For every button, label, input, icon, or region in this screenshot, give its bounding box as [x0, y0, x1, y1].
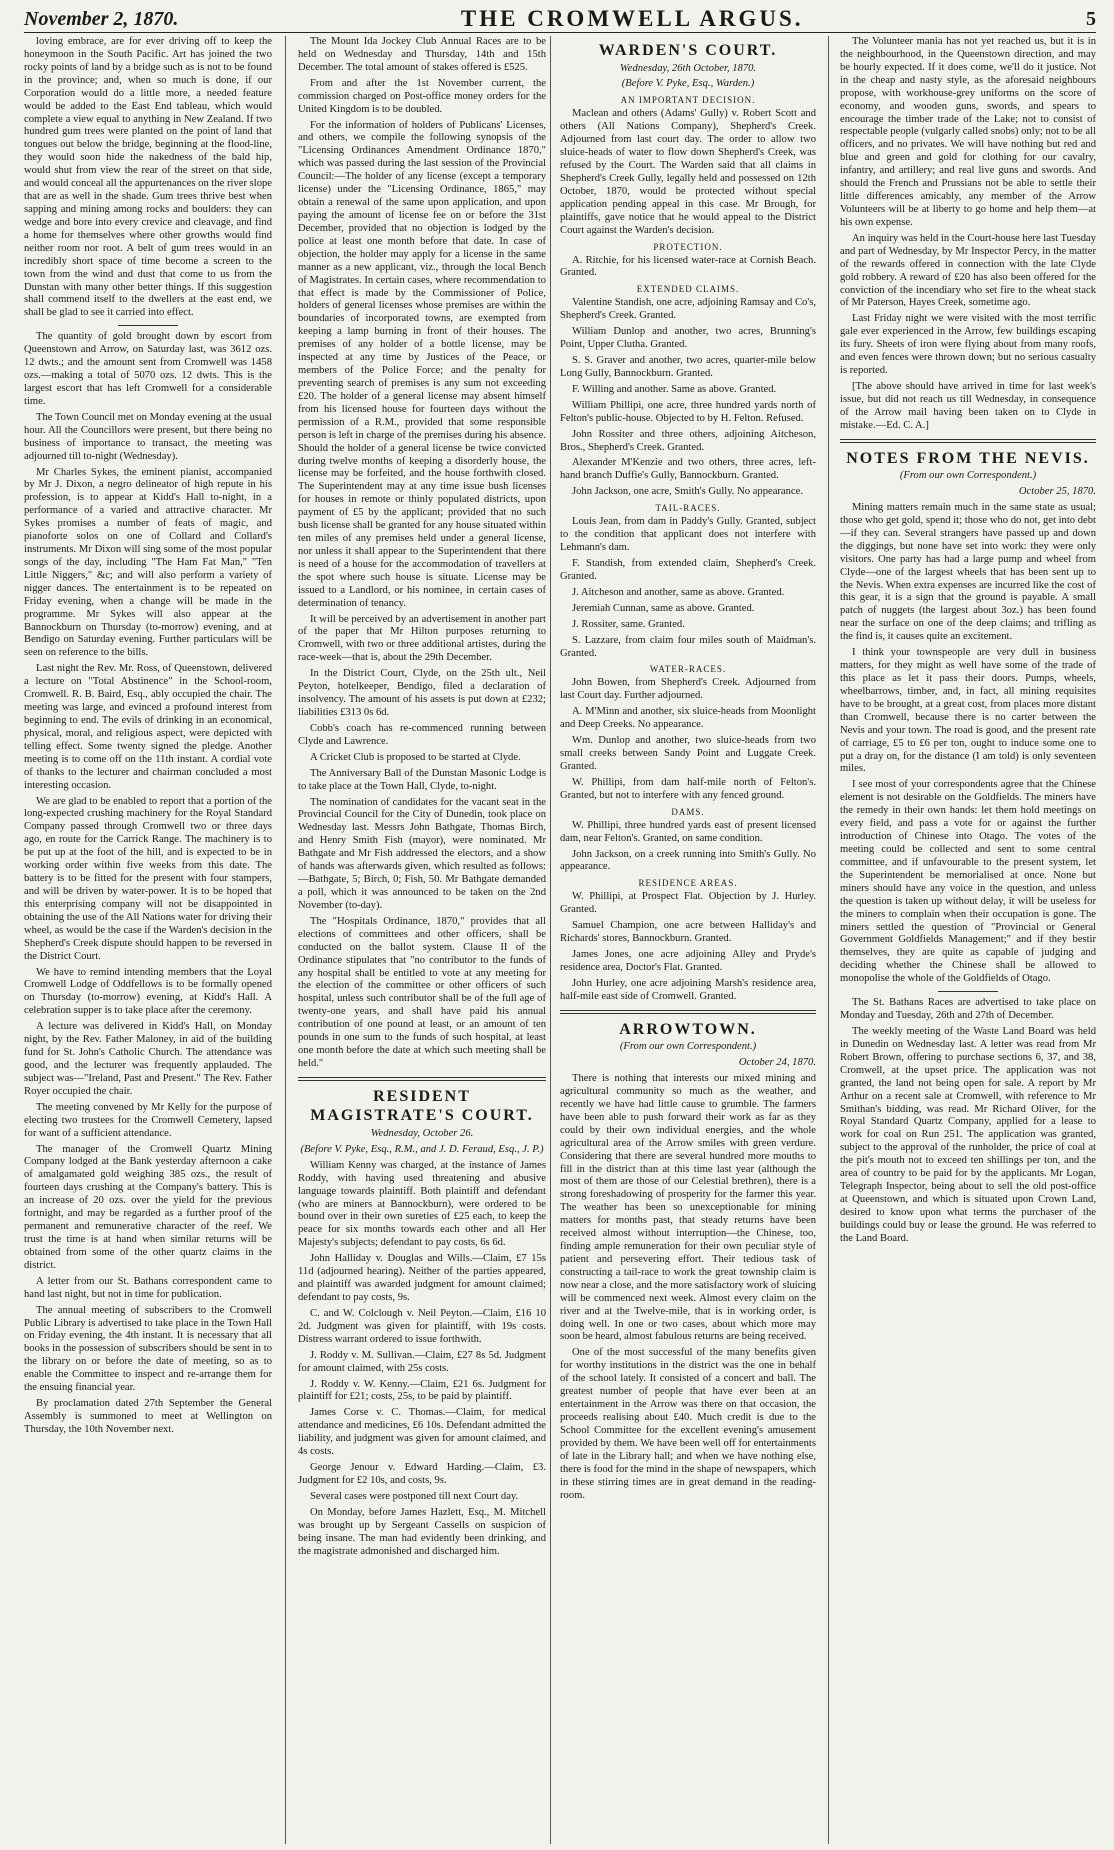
- column-rule: [828, 36, 829, 1844]
- news-item: Mr Charles Sykes, the eminent pianist, accompanied by Mr J. Dixon, a negro delineator of high repute in his profession, is to appear at Kidd's Hall to-night, in a performance of a varied and attractive character. Mr Sykes promises a number of feats of magic, and pianoforte solos on one of Collard and Collard's instruments. Mr Dixon will sing some of the most popular songs of the day, including "The Ham Fat Man," "Ten Little Niggers," &c; and will also perform a variety of nigger dances. The entertainment is to be repeated on Friday evening, when a change will be made in the programme. Mr Sykes will also appear at the Bannockburn on Thursday (to-morrow) evening, and at Bendigo on Saturday evening. Further particulars will be seen on reference to the bills.: [24, 466, 272, 659]
- issue-date: November 2, 1870.: [24, 7, 179, 30]
- news-item: We have to remind intending members that the Loyal Cromwell Lodge of Oddfellows is to be formally opened on Thursday (to-morrow) evening, at Kidd's Hall. A celebration supper is to take place after the ceremony.: [24, 966, 272, 1017]
- claim-entry: F. Willing and another. Same as above. Granted.: [572, 383, 777, 395]
- section-byline: (From our own Correspondent.): [619, 1041, 757, 1053]
- claim-entry: S. Lazzare, from claim four miles south of Maidman's. Granted.: [560, 634, 816, 659]
- section-date: October 25, 1870.: [1018, 486, 1096, 498]
- court-case: James Corse v. C. Thomas.—Claim, for medical attendance and medicines, £6 10s. Defendant admitted the liability, and judgment was given for amount claimed, and 4s costs.: [298, 1407, 546, 1458]
- news-item: [The above should have arrived in time for last week's issue, but did not reach us till Wednesday, in consequence of the Arrow mail having been taken on to Clyde in mistake.—Ed. C. A.]: [840, 380, 1096, 431]
- subheading: EXTENDED CLAIMS.: [636, 284, 740, 295]
- claim-entry: John Rossiter and three others, adjoining Aitcheson, Bros., Shepherd's Creek. Granted.: [560, 428, 816, 453]
- claim-entry: J. Aitcheson and another, same as above. Granted.: [572, 586, 785, 598]
- section-title: RESIDENT MAGISTRATE'S COURT.: [310, 1087, 534, 1125]
- subheading: WATER-RACES.: [649, 664, 727, 675]
- section-before: (Before V. Pyke, Esq., Warden.): [621, 78, 755, 90]
- claim-entry: J. Rossiter, same. Granted.: [572, 618, 685, 630]
- claim-entry: F. Standish, from extended claim, Shepherd's Creek. Granted.: [560, 557, 816, 582]
- subheading: DAMS.: [671, 806, 705, 817]
- news-item: The nomination of candidates for the vacant seat in the Provincial Council for the City of Dunedin, took place on Wednesday last. Messrs John Bathgate, Thomas Birch, and Henry Smith Fish (mayor), were nominated. Mr Bathgate and Mr Fish addressed the electors, and a show of hands was afterwards given, which resulted as follows:—Bathgate, 5; Birch, 0; Fish, 50. Mr Bathgate demanded a poll, which it was announced to be taken on the 2nd November (to-day).: [298, 796, 546, 911]
- court-case: William Kenny was charged, at the instance of James Roddy, with having used threatening and abusive language towards plaintiff. Both plaintiff and defendant (who are miners at Bannockburn), were ordered to be bound over in their own sureties of £25 each, to keep the peace for six months towards each other and all Her Majesty's subjects; defendant to pay costs, 6s 6d.: [298, 1159, 546, 1249]
- court-case: George Jenour v. Edward Harding.—Claim, £3. Judgment for £2 10s, and costs, 9s.: [298, 1462, 546, 1486]
- claim-entry: A. Ritchie, for his licensed water-race at Cornish Beach. Granted.: [560, 254, 816, 279]
- news-item: The annual meeting of subscribers to the Cromwell Public Library is advertised to take place in the Town Hall on Friday evening, the 4th instant. It is necessary that all books in the possession of subscribers should be sent in to the library on or before the date of meeting, so as to enable the Committee to inspect and re-arrange them for the ensuing financial year.: [24, 1304, 272, 1394]
- claim-entry: Samuel Champion, one acre between Halliday's and Richards' stores, Bannockburn. Granted.: [560, 920, 816, 945]
- claim-entry: William Dunlop and another, two acres, Brunning's Point, Upper Clutha. Granted.: [560, 326, 816, 351]
- claim-entry: William Phillipi, one acre, three hundred yards north of Felton's public-house. Objected to by H. Felton. Refused.: [560, 399, 816, 424]
- claim-entry: John Jackson, one acre, Smith's Gully. No appearance.: [572, 486, 803, 498]
- news-item: loving embrace, are for ever driving off to keep the honeymoon in the South Pacific. Art has joined the two rocky points of land by a bridge such as is not to be found in the province; and, when so much is done, if our Corporation would do a little more, a needed feature would be added to the East End tableau, which would complete a view equal to anything in New Zealand. If two hundred gum trees were planted on the point of land that tongues out below the bridge, beginning at the flood-line, they would soon hide the nakedness of the bald hip, would shut from view the rear of the street on that side, and would conceal all the appurtenances on the river slope that are as well in the shade. Gum trees thrive best when sapping and mining among rocks and boulders: they can wedge and bore into every crevice and cleavage, and find a home for themselves where other growths would find neither room nor root. A belt of gum trees would in an incredibly short space of time become a screen to the town from the wind and dust that come to us from the Dunstan with many other better things. If this suggestion shall commend itself to the dwellers at the east end, we shall be glad to see it carried into effect.: [24, 36, 272, 319]
- news-item: Last Friday night we were visited with the most terrific gale ever experienced in the Arrow, few buildings escaping its fury. Sheets of iron were flying about from many roofs, and even fences were thrown down; but no serious casualty is reported.: [840, 313, 1096, 377]
- news-item: The Town Council met on Monday evening at the usual hour. All the Councillors were present, but there being no business of importance to transact, the meeting was adjourned till to-night (Wednesday).: [24, 411, 272, 462]
- news-item: In the District Court, Clyde, on the 25th ult., Neil Peyton, hotelkeeper, Bendigo, filed a declaration of insolvency. The amount of his assets is put down at £232; liabilities £313 0s 6d.: [298, 668, 546, 719]
- court-case: J. Roddy v. M. Sullivan.—Claim, £27 8s 5d. Judgment for amount claimed, with 25s costs.: [298, 1349, 546, 1374]
- masthead: [24, 6, 1096, 33]
- news-item: We are glad to be enabled to report that a portion of the long-expected crushing machinery for the Royal Standard Company passed through Cromwell two or three days ago, en route for the Carrick Range. The machinery is to be put up at the foot of the hill, and is expected to be in working order within five weeks from this date. The battery is to be fitted for the present with four stampers, and will be driven by water-power. It is to be hoped that this enterprising company will not be disappointed in obtaining the use of the All Nations water for driving their wheel, as would be the case if the Warden's decision in the Shepherd's Creek dispute should happen to be reversed in the District Court.: [24, 795, 272, 962]
- news-item: The manager of the Cromwell Quartz Mining Company lodged at the Bank yesterday afternoon a cake of amalgamated gold weighing 385 ozs., the result of fourteen days crushing at the Company's battery. This is an increase of 20 ozs. over the yield for the previous fortnight, and may be regarded as a further proof of the permanent and remunerative character of the reef. We trust the time is at hand when similar returns will be obtained from some of the other quartz claims in the district.: [24, 1143, 272, 1271]
- separator-rule: [938, 991, 998, 992]
- court-case: On Monday, before James Hazlett, Esq., M. Mitchell was brought up by Sergeant Cassells on suspicion of being insane. The man had evidently been drinking, and the magistrate admonished and discharged him.: [298, 1506, 546, 1557]
- news-item: A lecture was delivered in Kidd's Hall, on Monday night, by the Rev. Father Maloney, in aid of the building fund for St. John's Catholic Church. The attendance was good, and the lecturer was frequently applauded. The subject was—"Ireland, Past and Present." The Rev. Father Royer occupied the chair.: [24, 1021, 272, 1097]
- news-item: The meeting convened by Mr Kelly for the purpose of electing two trustees for the Cromwell Cemetery, lapsed for want of a sufficient attendance.: [24, 1101, 272, 1139]
- section-title: NOTES FROM THE NEVIS.: [846, 449, 1090, 467]
- section-date: October 24, 1870.: [738, 1057, 816, 1069]
- separator-rule: [118, 325, 178, 326]
- news-item: From and after the 1st November current, the commission charged on Post-office money orders for the United Kingdom is to be doubled.: [298, 77, 546, 115]
- news-item: An inquiry was held in the Court-house here last Tuesday and part of Wednesday, by Mr Inspector Percy, in the matter of the rewards offered in connection with the late Clyde gold robbery. A reward of £20 has also been offered for the conviction of the incendiary who set fire to the wheat stack of Mr Paterson, Hayes Creek, sometime ago.: [840, 232, 1096, 309]
- column-2: [298, 36, 546, 1844]
- claim-entry: S. S. Graver and another, two acres, quarter-mile below Long Gully, Bannockburn. Granted.: [560, 355, 816, 379]
- subheading: RESIDENCE AREAS.: [638, 878, 738, 889]
- section-rule: [298, 1077, 546, 1081]
- section-before: (Before V. Pyke, Esq., R.M., and J. D. Feraud, Esq., J. P.): [300, 1143, 544, 1155]
- section-date: Wednesday, 26th October, 1870.: [619, 62, 757, 74]
- news-item: The Mount Ida Jockey Club Annual Races are to be held on Wednesday and Thursday, 14th and 15th December. The total amount of stakes offered is £525.: [298, 36, 546, 73]
- news-item: One of the most successful of the many benefits given for worthy institutions in the district was the one in behalf of the school lately. It consisted of a concert and ball. The greatest number of people that have ever been at an entertainment in the Arrow was there on that occasion, the proceeds realising about £40. Much credit is due to the School Committee for the excellent evening's amusement provided by them. We have been well off for entertainments of late in the Library hall; and when we have nothing else, there is food for the mind in the shape of newspapers, which in these stirring times are in great demand in the reading-room.: [560, 1347, 816, 1501]
- page-number: 5: [1086, 7, 1096, 30]
- column-1: [24, 36, 272, 1844]
- claim-entry: John Hurley, one acre adjoining Marsh's residence area, half-mile east side of Cromwell. Granted.: [560, 977, 816, 1002]
- claim-entry: John Jackson, on a creek running into Smith's Gully. No appearance.: [560, 848, 816, 873]
- claim-entry: W. Phillipi, from dam half-mile north of Felton's. Granted, but not to interfere with any fenced ground.: [560, 776, 816, 801]
- news-item: The St. Bathans Races are advertised to take place on Monday and Tuesday, 26th and 27th of December.: [840, 997, 1096, 1022]
- court-case: C. and W. Colclough v. Neil Peyton.—Claim, £16 10 2d. Judgment was given for plaintiff, with 19s costs. Distress warrant ordered to issue forthwith.: [298, 1307, 546, 1345]
- claim-entry: W. Phillipi, at Prospect Flat. Objection by J. Hurley. Granted.: [560, 891, 816, 916]
- news-item: By proclamation dated 27th September the General Assembly is summoned to meet at Wellington on Thursday, the 10th November next.: [24, 1398, 272, 1435]
- news-item: Mining matters remain much in the same state as usual; those who get gold, spend it; those who do not, get into debt—if they can. Several strangers have passed up and down the diggings, but none have set into work: they were only visitors. One party has had a large pump and wheel from Clyde—one of the largest wheels that has been sent up to the Nevis. When extra expenses are incurred like the cost of this gear, it is a sign that the ground is payable. A small patch of nuggets (the largest about 3oz.) has been found near the surface on one of the deep claims; and trifling as the find is, it causes quite an excitement.: [840, 502, 1096, 643]
- news-item: The Volunteer mania has not yet reached us, but it is in the neighbourhood, in the Queenstown direction, and may be hourly expected. If it does come, we'll do it justice. Not in the cheap and nasty style, as the aforesaid neighbours propose, with workhouse-grey uniforms on the score of economy, and wooden guns, swords, and spears to encourage the timber trade of the Lake; not to consist of respectable people (vulgarly called snobs) only; not to be all officers, and no privates. We will have nothing but red and blue and green and gold for clothing for our cavalry, infantry, and artillery; and real live guns and swords. And should the French and Prussians not be able to settle their little differences amicably, any member of the Arrow Volunteers will be at liberty to go home and help them—at his own expense.: [840, 36, 1096, 228]
- claim-entry: James Jones, one acre adjoining Alley and Pryde's residence area, Doctor's Flat. Granted.: [560, 949, 816, 973]
- news-item: It will be perceived by an advertisement in another part of the paper that Mr Hilton purposes returning to Cromwell, with two or three additional artistes, during the race-week—that is, about the 29th December.: [298, 613, 546, 664]
- section-title: WARDEN'S COURT.: [598, 42, 778, 59]
- news-item: I think your townspeople are very dull in business matters, for they might as well have some of the trade of this place as let it pass their doors. Pumps, wheels, wheelbarrows, timber, and, in fact, all mining requisites have to be brought, at a great cost, from places more distant than Cromwell, because there is no carter between the Nevis and your town. The road is good, and the present rate of carriage, £5 to £6 per ton, ought to induce some one to put a dray on, for the distance (I am told) is only seventeen miles.: [840, 647, 1096, 775]
- news-item: Last night the Rev. Mr. Ross, of Queenstown, delivered a lecture on "Total Abstinence" in the School-room, Cromwell. R. B. Baird, Esq., ably occupied the chair. The meeting was large, and evinced a profound interest from beginning to end. The evils of drinking in an economical, physical, moral, and religious aspect, were depicted with telling effect. Some twenty signed the pledge. Another meeting is to come off on the 11th instant. A cordial vote of thanks to the lecturer and chairman concluded a most interesting occasion.: [24, 663, 272, 791]
- news-item: There is nothing that interests our mixed mining and agricultural community so much as the weather, and recently we have had little cause to grumble. The farmers have been able to push forward their work as far as they could by their own individual energies, and the whole agricultural area of the Arrow smiles with green verdure. Considering that there are several hundred more mouths to fill in the district than at this time last year (although the most of them are those of our Celestial brethren), there is a strong foreshadowing of prosperity for the farmer this year. The weather has been so unexceptionable for mining matters for months past, that steady returns have been received almost without interruption—the Chinese, too, finding ample remuneration for their own peculiar style of patient and persevering effort. Their tedious task of constructing a tail-race to work the great township claim is now near a close, and the more satisfactory work of sluicing will be commenced next week. Almost every claim on the river and at the Twelve-mile, that is in working order, is doing well. In one or two cases, about which more may soon be heard, almost fabulous returns are being received.: [560, 1073, 816, 1343]
- subheading: PROTECTION.: [653, 241, 723, 252]
- news-item: The "Hospitals Ordinance, 1870," provides that all elections of committees and other officers, shall be conducted on the ballot system. Clause II of the Ordinance stipulates that "no contributor to the funds of any hospital shall be entitled to vote at any meeting for the election of the committee or other officers of such hospital, unless such contributor shall be of the full age of twenty-one years, and shall have paid his annual contribution of one pound at least, or an amount of ten pounds in one sum to the funds of such hospital, at least one month before the date at which such meeting shall be held.": [298, 915, 546, 1069]
- section-rule: [560, 1010, 816, 1014]
- claim-entry: Jeremiah Cunnan, same as above. Granted.: [572, 602, 755, 614]
- claim-entry: A. M'Minn and another, six sluice-heads from Moonlight and Deep Creeks. No appearance.: [560, 706, 816, 731]
- news-item: A letter from our St. Bathans correspondent came to hand last night, but not in time for publication.: [24, 1275, 272, 1300]
- news-item: The weekly meeting of the Waste Land Board was held in Dunedin on Wednesday last. A letter was read from Mr Robert Brown, offering to purchase sections 6, 37, and 38, Cromwell, at the upset price. The application was not granted, the land not being open for sale. A report by Mr Arthur on a recent sale at Cromwell, with reference to Mr Smithan's bidding, was read. Mr Richard Oliver, for the Royal Standard Quartz Company, applied for a lease to work for coal on Run 251. The application was granted, subject to the approval of the runholder, the price of coal at the pit's mouth not to exceed ten shillings per ton, and the area of country to be paid for by the applicants. Mr Logan, Telegraph Inspector, being about to sell the old post-office at Queenstown, and which is situated upon Crown Land, desired to know upon what terms the purchaser of the buildings could buy or lease the ground. He was referred to the Land Board.: [840, 1025, 1096, 1244]
- court-case: J. Roddy v. W. Kenny.—Claim, £21 6s. Judgment for plaintiff for £21; costs, 25s, to be paid by plaintiff.: [298, 1378, 546, 1403]
- claim-entry: Alexander M'Kenzie and two others, three acres, left-hand branch Duffie's Gully, Bannockburn. Granted.: [560, 457, 816, 482]
- news-item: The Anniversary Ball of the Dunstan Masonic Lodge is to take place at the Town Hall, Clyde, to-night.: [298, 767, 546, 792]
- news-item: For the information of holders of Publicans' Licenses, and others, we compile the following synopsis of the "Licensing Ordinances Amendment Ordinance 1870," which was passed during the last session of the Provincial Council:—The holder of any license (except a temporary license) under the "Licensing Ordinance, 1865," may obtain a renewal of the same upon application, and upon paying the amount of license fee on or before the 31st December, provided that no objection is lodged by the police at least one month before that date. In case of objection, the holder may apply for a license in the same manner as a new applicant, viz., through the local Bench of Magistrates. In certain cases, where recommendation to that effect is made by the Commissioner of Police, holders of general licenses whose premises are within the boundaries of incorporated towns, are exempted from keeping a lamp burning in front of their houses. The premises of any holder of a bottle license, may be inspected at any time by Justices of the Peace, or members of the Police Force; and the penalty for preventing search of premises is any sum not exceeding £20. The holder of a general license may absent himself from his licensed house for fourteen days without the permission of a R.M., provided that some responsible person is left in charge of the premises during his absence. Should the holder of a general license be twice convicted during twelve months of keeping a disorderly house, the license may be forfeited, and the house forthwith closed. The Superintendent may at any time issue bush licenses for houses in remote or thinly populated districts, upon payment of £5 by the applicant; provided that no such bush license shall be granted for any house situated within ten miles of any premises held under a general license, nor unless it shall appear to the Superintendent that there is need of a house for the accommodation of travellers at the spot where such house is situate. License may be issued to a Landlord, or his nominee, in certain cases of determination of tenancy.: [298, 119, 546, 609]
- claim-entry: John Bowen, from Shepherd's Creek. Adjourned from last Court day. Further adjourned.: [560, 677, 816, 702]
- claim-entry: Wm. Dunlop and another, two sluice-heads from two small creeks between Sandy Point and Luggate Creek. Granted.: [560, 735, 816, 772]
- column-4: [840, 36, 1096, 1844]
- section-rule: [840, 439, 1096, 443]
- court-case: Maclean and others (Adams' Gully) v. Robert Scott and others (All Nations Company), Shepherd's Creek. Adjourned from last court day. The order to allow two sluice-heads of water to flow down Shepherd's Creek, was refused by the Court. The Warden said that all claims in Shepherd's Creek Gully, legally held and possessed on 12th October, 1870, would be protected without special application pending appeal in this case. Mr Brough, for plaintiffs, gave notice that he would appeal to the District Court against the Warden's decision.: [560, 108, 816, 236]
- column-rule: [550, 36, 551, 1844]
- news-item: A Cricket Club is proposed to be started at Clyde.: [310, 751, 521, 763]
- news-item: Cobb's coach has re-commenced running between Clyde and Lawrence.: [298, 722, 546, 747]
- claim-entry: Valentine Standish, one acre, adjoining Ramsay and Co's, Shepherd's Creek. Granted.: [560, 297, 816, 322]
- claim-entry: Louis Jean, from dam in Paddy's Gully. Granted, subject to the condition that applicant does not interfere with Lehmann's dam.: [560, 516, 816, 554]
- column-rule: [285, 36, 286, 1844]
- section-byline: (From our own Correspondent.): [899, 470, 1037, 482]
- subheading: TAIL-RACES.: [655, 503, 721, 514]
- court-case: John Halliday v. Douglas and Wills.—Claim, £7 15s 11d (adjourned hearing). Neither of the parties appeared, and plaintiff was awarded judgment for amount claimed; defendant to pay costs, 9s.: [298, 1253, 546, 1303]
- newspaper-title: THE CROMWELL ARGUS.: [460, 6, 804, 31]
- court-case: Several cases were postponed till next Court day.: [310, 1490, 519, 1502]
- section-date: Wednesday, October 26.: [370, 1127, 474, 1139]
- column-3: [560, 36, 816, 1844]
- section-title: ARROWTOWN.: [619, 1020, 757, 1038]
- news-item: The quantity of gold brought down by escort from Queenstown and Arrow, on Saturday last, was 3612 ozs. 12 dwts.; and the amount sent from Cromwell was 1458 ozs.—making a total of 5070 ozs. 12 dwts. This is the largest escort that has left Cromwell for a considerable time.: [24, 331, 272, 407]
- claim-entry: W. Phillipi, three hundred yards east of present licensed dam, near Felton's. Granted, on same condition.: [560, 819, 816, 844]
- subheading: AN IMPORTANT DECISION.: [620, 95, 756, 106]
- news-item: I see most of your correspondents agree that the Chinese element is not desirable on the Goldfields. The miners have the remedy in their own hands: let them hold meetings on every field, and pass a vote for or against the further introduction of Chinese into Otago. The votes of the meeting could be collected and sent to some central committee, and if unfavourable to the present system, let the Superintendent be memorialised at once. None but miners should have any voice in the question, and unless the question is taken up without delay, it will be useless for the miners to complain when their occupation is gone. The miners settled the question of "Provincial or General Government Goldfields Management;" and if they bestir themselves, they are quite as capable of judging and deciding whether the Chinese shall be allowed to monopolise the whole of the Goldfields of Otago.: [840, 779, 1096, 985]
